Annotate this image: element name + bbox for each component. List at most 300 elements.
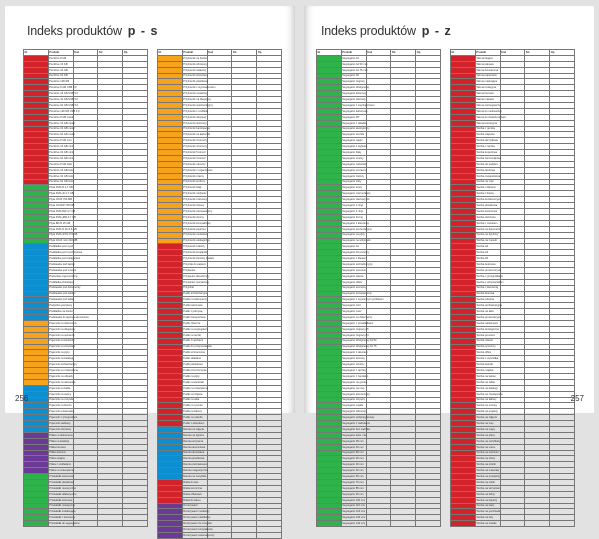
product-name-cell: Pudło na faktury — [182, 409, 207, 415]
product-name-cell: Pendrive 8 GB twist — [49, 162, 73, 166]
product-name-cell: Teczka ekologiczna — [476, 327, 499, 331]
product-name-cell: Podkładka na biurko — [49, 310, 73, 314]
product-name-cell: Przybornik skórzany — [183, 121, 207, 125]
product-page-cell — [232, 533, 257, 539]
product-name-cell: Segregator z kieszenią — [342, 221, 369, 225]
product-name-cell: Segregator czarny — [341, 156, 366, 162]
product-name-cell: Płyta CD-R mini 210 MB — [49, 239, 78, 243]
product-name-cell: Ramka drewniana — [182, 450, 207, 456]
category-color-swatch — [451, 521, 476, 527]
product-name-cell: Segregator 90 mm — [341, 491, 366, 497]
product-name-cell: Segregator polipropylenowy — [342, 416, 375, 420]
page-number: 256 — [15, 394, 29, 403]
product-name-cell: Przekładki miesięczne — [49, 504, 75, 508]
product-name-cell: Przybornik obrotowy — [183, 62, 207, 66]
product-name-cell: Teczka na karty — [475, 503, 500, 509]
product-name-cell: Teczka miękka — [475, 368, 500, 374]
product-name-cell: Segregator dźwigniowy A4 75 — [342, 345, 377, 349]
product-name-cell: Segregator 60 mm — [341, 468, 366, 474]
product-name-cell: Teczka A3 — [475, 250, 500, 256]
product-name-cell: Pudło plastikowe — [182, 362, 207, 368]
product-name-cell: Segregator 85 mm — [341, 485, 366, 491]
product-name-cell: Segregator ofertowy A4 — [342, 198, 370, 202]
product-name-cell: Pendrive 8 GB USB 3.0 — [49, 86, 77, 90]
product-name-cell: Pojemnik archiwizacyjny — [49, 363, 78, 367]
product-name-cell: Taśma do metkownicy — [476, 109, 502, 113]
product-name-cell: Przybornik transparentny — [183, 209, 213, 213]
product-name-cell: Pendrive 16 GB — [48, 61, 73, 67]
product-pack-cell — [550, 521, 575, 527]
product-name-cell: Przekładki alfabetyczne — [49, 492, 77, 496]
product-name-cell: Przybornik modułowy — [183, 233, 208, 237]
product-name-cell: Pendrive 8 GB mini — [49, 139, 72, 143]
product-name-cell: Przybornik czarny — [182, 173, 207, 179]
column-header: Str. — [525, 50, 550, 56]
product-name-cell: Pojemnik na akcesoria — [49, 380, 76, 384]
column-header: Kod — [207, 50, 232, 56]
product-name-cell: Pendrive 64 GB metal — [49, 133, 75, 137]
product-name-cell: Pendrive 32 GB metal — [49, 127, 75, 131]
product-name-cell: Przybornik niebieski — [183, 192, 207, 196]
product-name-cell: Segregator economy — [342, 286, 367, 290]
product-name-cell: Segregator kieszeniowy — [342, 392, 370, 396]
product-name-cell: Teczka kolorowa — [475, 262, 500, 268]
product-name-cell: Przybornik dymny — [182, 214, 207, 220]
product-name-cell: Płyta DVD-R 4,7 GB — [49, 186, 73, 190]
product-name-cell: Pendrive 16 GB mini — [49, 145, 74, 149]
product-name-cell: Pendrive 8 GB — [48, 55, 73, 61]
product-name-cell: Taśma matowa — [475, 97, 500, 103]
product-name-cell: Segregator sztywny — [342, 398, 366, 402]
product-name-cell: Teczka archiwizacyjna — [476, 304, 502, 308]
product-name-cell: Płyta DVD+R 4,7 GB — [49, 192, 74, 196]
product-name-cell: Segregator z przekładkami — [342, 321, 374, 325]
product-name-cell: Przybornik na długopisy — [183, 97, 211, 101]
product-name-cell: Segregator niebieski — [342, 162, 366, 166]
product-name-cell: Segregator 30 mm — [341, 462, 366, 468]
product-name-cell: Segregator A4 75 mm — [342, 68, 368, 72]
product-name-cell: Teczka z wizytownikiem — [476, 280, 504, 284]
product-name-cell: Płyta CD-R 700 MB — [49, 198, 72, 202]
product-name-cell: Segregator szary — [341, 185, 366, 191]
column-header: Nr — [451, 50, 476, 56]
product-name-cell: Teczka z klipsem — [475, 185, 500, 191]
product-name-cell: Teczka na menu — [475, 444, 500, 450]
product-name-cell: Przekładki plastikowe — [49, 480, 75, 484]
product-name-cell: Teczka z zamkiem — [475, 220, 500, 226]
product-name-cell: Teczka na ulotki — [475, 480, 500, 486]
product-name-cell: Przybornik srebrny — [182, 179, 207, 185]
product-name-cell: Podstawka do laptopa aluminiowa — [49, 315, 89, 319]
product-code-cell — [366, 521, 391, 527]
column-header: Op. — [123, 50, 148, 56]
product-page-cell — [98, 521, 123, 527]
product-name-cell: Pudło do przeprowadzek — [183, 345, 212, 349]
product-name-cell: Segregator dźwigniowy — [342, 86, 370, 90]
product-name-cell: Pendrive 32 GB mini — [49, 150, 74, 154]
product-name-cell: Teczka na wizytówki — [476, 486, 500, 490]
product-name-cell: Rozszywacz metalowy — [183, 510, 210, 514]
column-header: Produkt — [341, 50, 366, 56]
product-name-cell: Pojemnik siatkowy — [48, 421, 73, 427]
title-text: Indeks produktów — [321, 24, 416, 38]
product-name-cell: Segregator 110 mm — [342, 504, 366, 508]
product-name-cell: Segregator ringowy A5 — [342, 327, 369, 331]
product-name-cell: Teczka z wyściółką — [476, 357, 499, 361]
product-name-cell: Teczka na zdjęcia — [475, 415, 500, 421]
product-name-cell: Ramka magnetyczna — [183, 469, 208, 473]
product-name-cell: Pojemnik uniwersalny — [49, 410, 75, 414]
product-name-cell: Pojemnik na dokumenty — [49, 321, 77, 325]
product-name-cell: Segregator prezentacyjny — [342, 227, 372, 231]
product-name-cell: Ramka na certyfikat — [183, 474, 207, 478]
table-row — [451, 521, 575, 527]
product-page-cell — [525, 521, 550, 527]
product-name-cell: Przybornik biurowy zestaw — [183, 257, 215, 261]
product-name-cell: Pojemnik na taśmy — [49, 392, 72, 396]
product-name-cell: Rolka offsetowa — [182, 491, 207, 497]
product-name-cell: Teczka skórzana — [475, 214, 500, 220]
column-header: Produkt — [182, 50, 207, 56]
product-name-cell: Teczka na umowy — [475, 403, 500, 409]
column-header: Str. — [232, 50, 257, 56]
title-range: p - z — [421, 24, 452, 38]
product-name-cell: Pudło na segregatory — [183, 327, 208, 331]
product-name-cell: Segregator na płyty — [342, 233, 365, 237]
table-row — [158, 533, 282, 539]
product-name-cell: Segregator 70 mm — [341, 480, 366, 486]
product-name-cell: Taśma pakowa — [475, 61, 500, 67]
product-name-cell: Podstawka pod laptop — [49, 262, 75, 266]
product-name-cell: Segregator na rzep — [342, 386, 365, 390]
product-name-cell: Segregator zielony — [341, 173, 366, 179]
index-table — [450, 49, 575, 527]
product-name-cell: Segregator na wizytówki — [342, 239, 371, 243]
product-name-cell: Segregator z zamkiem — [342, 374, 369, 378]
product-name-cell: Segregator biurowy — [342, 357, 365, 361]
product-name-cell: Pudło na płyty — [182, 373, 207, 379]
product-name-cell: Ramka plastikowa — [182, 456, 207, 462]
product-name-cell: Segregator na dokumenty — [342, 315, 373, 319]
product-name-cell: Płyta CD-RW 700 MB — [49, 204, 75, 207]
product-name-cell: Segregator ringowy — [342, 80, 365, 84]
left-page — [5, 6, 295, 537]
product-name-cell: Segregator 4 ringi — [341, 209, 366, 215]
product-name-cell: Rozszywacz automatyczny — [183, 533, 215, 537]
product-name-cell: Pojemnik na katalogi — [49, 357, 74, 361]
product-name-cell: Przycisk do papieru — [183, 262, 206, 266]
product-name-cell: Taśma do drukarki etykiet — [476, 115, 506, 119]
product-name-cell: Segregator D-ring — [341, 214, 366, 220]
product-name-cell: Przybornik zielony — [182, 203, 207, 209]
product-name-cell: Teczka na dyplomy — [476, 233, 499, 237]
product-name-cell: Teczka na plany — [475, 432, 500, 438]
product-name-cell: Teczka na oferty — [475, 456, 500, 462]
product-name-cell: Przekładki numeryczne — [49, 486, 77, 490]
product-name-cell: Podstawka pod dokumenty — [49, 286, 81, 290]
product-name-cell: Teczka zawieszkowa — [476, 174, 501, 178]
product-name-cell: Pudło przezroczyste — [183, 368, 207, 372]
product-name-cell: Przybornik 6 komór — [183, 156, 206, 160]
product-name-cell: Podnóżek ergonomiczny — [49, 274, 78, 278]
product-pack-cell — [257, 533, 282, 539]
product-name-cell: Segregator ofertowy — [342, 97, 366, 101]
index-table — [23, 49, 148, 527]
product-name-cell: Pendrive 32 GB twist — [49, 174, 74, 178]
product-name-cell: Półka biurowa — [48, 444, 73, 450]
product-name-cell: Przybornik 4 komory — [183, 145, 207, 149]
product-name-cell: Teczka na czasopisma — [476, 392, 503, 396]
table-row — [317, 521, 441, 527]
product-name-cell: Segregator A5 — [341, 73, 366, 79]
product-name-cell: Segregator 2 ringi — [341, 203, 366, 209]
product-name-cell: Teczka kopertowa — [475, 150, 500, 156]
product-name-cell: Teczka na nuty — [475, 421, 500, 427]
product-name-cell: Pojemnik na odpady — [49, 374, 73, 378]
product-name-cell: Teczka skrzydłowa — [475, 138, 500, 144]
product-name-cell: Pojemnik na karteczki — [49, 339, 75, 343]
product-name-cell: Przybornik ekologiczny — [183, 239, 210, 243]
product-name-cell: Półka stojąca — [48, 456, 73, 462]
product-name-cell: Ramka aluminiowa — [183, 445, 206, 449]
column-header: Str. — [391, 50, 416, 56]
product-name-cell: Pendrive 8 GB metal — [49, 115, 74, 119]
product-name-cell: Przybornik narożny — [183, 162, 206, 166]
product-name-cell: Teczka szkolna — [475, 297, 500, 303]
product-name-cell: Taśma biurowa — [475, 91, 500, 97]
column-header: Produkt — [48, 50, 73, 56]
column-header: Kod — [366, 50, 391, 56]
product-name-cell: Podstawka pod tablet — [49, 298, 75, 302]
product-name-cell: Segregator A4 — [341, 55, 366, 61]
product-name-cell: Teczka z kieszenią — [475, 285, 500, 291]
product-name-cell: Przybornik z wyposażeniem — [183, 86, 216, 90]
product-name-cell: Teczka harmonijkowa — [476, 156, 502, 160]
product-name-cell: Przylepiec dwustronny — [183, 274, 210, 278]
product-name-cell: Przylepiec — [182, 267, 207, 273]
column-header: Kod — [500, 50, 525, 56]
product-name-cell: Segregator wąski — [341, 138, 366, 144]
product-name-cell: Pudło z rączkami — [182, 338, 207, 344]
product-name-cell: Pudło na akta — [182, 397, 207, 403]
product-name-cell: Pudło na teczki — [182, 332, 207, 338]
column-header: Str. — [98, 50, 123, 56]
product-name-cell: Taśma klejąca — [475, 55, 500, 61]
product-name-cell: Pendrive 64 GB twist — [49, 180, 74, 184]
product-name-cell: Płyta DVD-RW 4,7 GB — [49, 209, 76, 213]
product-name-cell: Płyta DVD+RW 4,7 GB — [49, 215, 76, 219]
product-name-cell: Teczka A4 — [475, 244, 500, 250]
product-name-cell: Taśma maskująca — [475, 79, 500, 85]
column-header: Op. — [257, 50, 282, 56]
product-name-cell: Segregator miękki — [341, 403, 366, 409]
product-name-cell: Przybornik na karteczki — [183, 133, 211, 137]
product-name-cell: Segregator z nadrukiem — [342, 421, 370, 425]
product-name-cell: Przybornik akrylowy — [183, 115, 207, 119]
product-name-cell: Teczka na koperty — [475, 497, 500, 503]
product-name-cell: Segregator PP — [341, 114, 366, 120]
table-row — [24, 521, 148, 527]
product-name-cell: Teczka na rachunki — [476, 451, 499, 455]
product-name-cell: Półka na czasopisma — [49, 469, 74, 473]
product-name-cell: Rolka termiczna — [182, 485, 207, 491]
product-name-cell: Segregator A3 — [341, 244, 366, 250]
product-name-cell: Teczka konferencyjna — [476, 198, 502, 202]
product-name-cell: Przybornik czerwony — [183, 198, 208, 202]
product-name-cell: Pudło składane — [182, 356, 207, 362]
product-name-cell: Pojemnik na kable — [48, 385, 73, 391]
product-name-cell: Przekładki z kieszenią — [49, 516, 75, 520]
product-name-cell: Przypinki — [182, 285, 207, 291]
product-name-cell: Segregator tekturowy — [342, 410, 367, 414]
category-color-swatch — [24, 521, 49, 527]
product-name-cell: Przybornik biały — [182, 185, 207, 191]
page-title — [27, 24, 158, 38]
column-header: Nr — [317, 50, 342, 56]
product-name-cell: Płyta DVD-R DL 8,5 GB — [49, 227, 77, 231]
product-name-cell: Segregator z wymiennym grzbietem — [342, 298, 384, 302]
product-name-cell: Pendrive 16 GB USB 3.0 — [49, 92, 78, 96]
product-name-cell: Rolka do kas — [182, 480, 207, 486]
product-name-cell: Pudło z pokrywą — [182, 309, 207, 315]
product-name-cell: Pudło wzmocnione — [182, 350, 207, 356]
product-name-cell: Taśma izolacyjna — [475, 85, 500, 91]
column-header: Op. — [416, 50, 441, 56]
product-name-cell: Rozszywacz do zszywek — [183, 522, 212, 526]
product-name-cell: Segregator z rączką — [342, 368, 366, 372]
product-name-cell: Teczka reklamowa — [475, 320, 500, 326]
product-name-cell: Pojemnik na długopisy — [49, 327, 76, 331]
product-name-cell: Teczka na prospekty — [476, 474, 500, 478]
product-name-cell: Pendrive 64 GB USB 3.0 — [49, 103, 78, 107]
product-name-cell: Ramka zatrzaskowa — [183, 463, 207, 467]
product-name-cell: Teczka A5 — [475, 256, 500, 262]
product-name-cell: Półka ścienna — [48, 450, 73, 456]
product-name-cell: Segregator kartonowy — [342, 109, 368, 113]
category-color-swatch — [158, 533, 183, 539]
product-name-cell: Rolka do faksu — [182, 497, 207, 503]
product-name-cell: Segregator maxi — [341, 309, 366, 315]
product-name-cell: Segregator classic — [341, 273, 366, 279]
product-name-cell: Segregator z etykietą — [342, 145, 367, 149]
product-name-cell: Teczka wiązana — [475, 132, 500, 138]
product-name-cell: Przybornik metalowy — [183, 92, 208, 96]
product-name-cell: Segregator transparentny — [342, 292, 372, 296]
product-name-cell: Segregator 35 mm — [341, 438, 366, 444]
product-name-cell: Pojemnik obrotowy — [49, 427, 72, 431]
product-name-cell: Segregator 140 mm — [342, 522, 366, 526]
product-name-cell: Segregator z okuciem — [342, 351, 368, 355]
product-name-cell: Taśma ostrzegawcza — [476, 103, 501, 107]
column-header: Nr — [24, 50, 49, 56]
product-name-cell: Teczka na tablet — [475, 379, 500, 385]
product-name-cell: Teczka plastikowa — [475, 203, 500, 209]
product-name-cell: Pudło na rysunki — [182, 403, 207, 409]
product-name-cell: Przybornik bambusowy — [183, 127, 211, 131]
index-table — [316, 49, 441, 527]
product-name-cell: Segregator 65 mm — [341, 474, 366, 480]
product-name-cell: Segregator 25 mm — [341, 456, 366, 462]
product-name-cell: Teczka na notatki — [475, 521, 500, 527]
product-name-cell: Segregator 130 mm — [342, 516, 366, 520]
product-name-cell: Przekładki indeksujące — [49, 510, 76, 514]
product-name-cell: Pojemnik na czasopisma — [49, 368, 78, 372]
product-name-cell: Ramka na zdjęcia — [182, 427, 207, 433]
product-name-cell: Przybornik kompaktowy — [183, 221, 211, 225]
product-name-cell: Segregator 120 mm — [342, 510, 366, 514]
product-name-cell: Przybornik na biurko — [183, 56, 207, 60]
product-name-cell: Pojemnik na zszywki — [49, 398, 74, 402]
product-name-cell: Podkładka pod nadgarstek — [49, 257, 81, 261]
product-name-cell: Teczka na dokumenty — [476, 227, 502, 231]
product-name-cell: Ramka antyrama — [182, 438, 207, 444]
product-name-cell: Pendrive 64 GB mini — [49, 156, 74, 160]
product-name-cell: Przylepiec montażowy — [183, 280, 210, 284]
product-name-cell: Segregator z klipsem — [342, 257, 367, 261]
product-name-cell: Segregator bez nadruku — [342, 427, 371, 431]
product-name-cell: Teczka na katalogi — [475, 385, 500, 391]
product-name-cell: Teczka na faktury — [475, 397, 500, 403]
product-name-cell: Segregator z okładką — [342, 121, 367, 125]
product-name-cell: Ramka na dyplom — [182, 432, 207, 438]
product-name-cell: Przybornik piętrowy — [183, 227, 206, 231]
product-code-cell — [500, 521, 525, 527]
product-name-cell: Pendrive 32 GB — [48, 67, 73, 73]
product-page-cell — [391, 521, 416, 527]
product-name-cell: Segregator żółty — [341, 179, 366, 185]
product-name-cell: Segregator 40 mm — [341, 444, 366, 450]
product-name-cell: Teczka z gumką — [475, 126, 500, 132]
product-name-cell: Taśma korekcyjna — [475, 120, 500, 126]
product-name-cell: Teczka z rączką — [475, 144, 500, 150]
product-name-cell: Podkładka chłodząca — [49, 280, 74, 284]
title-range: p - s — [127, 24, 159, 38]
product-name-cell: Przybornik siatkowy — [183, 68, 207, 72]
product-name-cell: Pendrive 16 GB twist — [49, 168, 74, 172]
product-name-cell: Przybornik z szufladą — [183, 109, 208, 113]
product-name-cell: Podkładka pod mysz żelowa — [49, 251, 83, 255]
product-name-cell: Teczka prezentacyjna — [476, 315, 502, 319]
right-page — [304, 6, 594, 526]
product-name-cell: Teczka na listy — [475, 515, 500, 521]
product-name-cell: Segregator 80 mm — [341, 450, 366, 456]
product-name-cell: Pojemnik na spinacze — [49, 333, 75, 337]
product-name-cell: Przybornik plastikowy — [183, 80, 209, 84]
product-name-cell: Segregator marmurkowy — [342, 192, 371, 196]
page-number: 257 — [570, 394, 584, 403]
product-name-cell: Segregator archiwizacyjny — [342, 262, 373, 266]
product-name-cell: Rozszywacz — [182, 503, 207, 509]
product-name-cell: Teczka na materiały — [476, 469, 500, 473]
product-name-cell: Teczka na rysunki — [475, 238, 500, 244]
product-name-cell: Przybornik z organizerem — [183, 168, 213, 172]
product-name-cell: Pudło na czasopisma — [183, 386, 208, 390]
product-name-cell: Pudło na kartoteki — [182, 379, 207, 385]
product-name-cell: Segregator czerwony — [342, 168, 367, 172]
product-name-cell: Pendrive 128 GB USB 3.0 — [49, 109, 80, 113]
product-name-cell: Pudło na dokumenty — [183, 298, 207, 302]
product-name-cell: Segregator z mechanizmem — [342, 103, 375, 107]
product-name-cell: Przybornik wielofunkcyjny — [183, 103, 213, 107]
product-name-cell: Segregator ekologiczny — [342, 127, 370, 131]
product-name-cell: Pojemnik na płyty — [48, 350, 73, 356]
product-name-cell: Teczka twarda — [475, 362, 500, 368]
product-name-cell: Pendrive 16 GB metal — [49, 121, 75, 125]
product-name-cell: Segregator ringowy A4 — [342, 333, 369, 337]
product-name-cell: Płyta DVD+R DL 8,5 GB — [49, 233, 78, 237]
product-name-cell: Pojemnik z przegrodami — [49, 416, 78, 420]
product-name-cell: Półka z szufladami — [48, 462, 73, 468]
